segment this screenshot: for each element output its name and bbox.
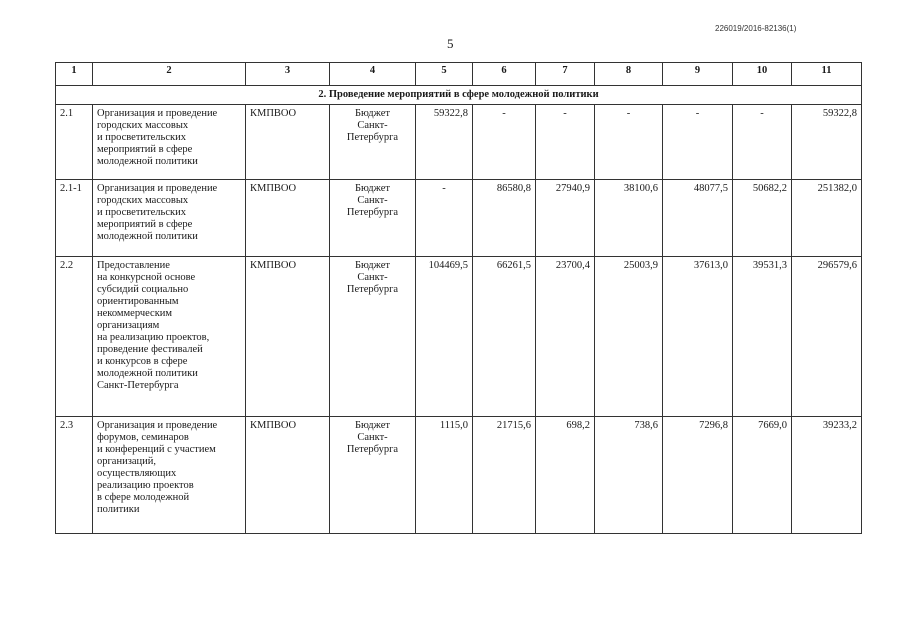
table-row	[56, 257, 862, 417]
page-number: 5	[447, 36, 454, 51]
value-cell: 39531,3	[733, 257, 792, 417]
funding-source: Бюджет Санкт- Петербурга	[330, 105, 416, 180]
activity-name: Организация и проведение городских массовых и просветительских мероприятий в сфере молодежной политики	[93, 105, 246, 180]
row-id: 2.2	[56, 257, 93, 417]
total-cell: 296579,6	[792, 257, 862, 417]
column-header: 8	[595, 63, 663, 86]
table-row	[56, 105, 862, 180]
value-cell: 59322,8	[416, 105, 473, 180]
value-cell: 86580,8	[473, 180, 536, 257]
document-id-stamp: 226019/2016-82136(1)	[715, 24, 797, 33]
value-cell: 48077,5	[663, 180, 733, 257]
activity-name: Организация и проведение форумов, семинаров и конференций с участием организаций, осуществляющих реализацию проектов в сфере молодежной политики	[93, 417, 246, 534]
value-cell: 37613,0	[663, 257, 733, 417]
value-cell: 104469,5	[416, 257, 473, 417]
row-id: 2.1	[56, 105, 93, 180]
activity-name: Организация и проведение городских массовых и просветительских мероприятий в сфере молодежной политики	[93, 180, 246, 257]
executor: КМПВОО	[246, 105, 330, 180]
value-cell: 698,2	[536, 417, 595, 534]
value-cell: 27940,9	[536, 180, 595, 257]
column-header: 5	[416, 63, 473, 86]
section-row	[56, 86, 862, 105]
table-row	[56, 180, 862, 257]
executor: КМПВОО	[246, 180, 330, 257]
value-cell: 7296,8	[663, 417, 733, 534]
column-header: 6	[473, 63, 536, 86]
funding-source: Бюджет Санкт- Петербурга	[330, 180, 416, 257]
value-cell: -	[416, 180, 473, 257]
value-cell: 7669,0	[733, 417, 792, 534]
value-cell: -	[663, 105, 733, 180]
row-id: 2.1-1	[56, 180, 93, 257]
executor: КМПВОО	[246, 257, 330, 417]
executor: КМПВОО	[246, 417, 330, 534]
column-header: 10	[733, 63, 792, 86]
section-title: 2. Проведение мероприятий в сфере молодежной политики	[56, 86, 862, 105]
value-cell: 21715,6	[473, 417, 536, 534]
table-row	[56, 417, 862, 534]
total-cell: 59322,8	[792, 105, 862, 180]
value-cell: -	[536, 105, 595, 180]
funding-source: Бюджет Санкт- Петербурга	[330, 257, 416, 417]
value-cell: 25003,9	[595, 257, 663, 417]
column-header: 11	[792, 63, 862, 86]
funding-source: Бюджет Санкт- Петербурга	[330, 417, 416, 534]
value-cell: -	[733, 105, 792, 180]
value-cell: -	[595, 105, 663, 180]
value-cell: 66261,5	[473, 257, 536, 417]
total-cell: 39233,2	[792, 417, 862, 534]
budget-table	[55, 62, 862, 534]
value-cell: -	[473, 105, 536, 180]
column-header: 9	[663, 63, 733, 86]
value-cell: 38100,6	[595, 180, 663, 257]
value-cell: 23700,4	[536, 257, 595, 417]
column-number-row	[56, 63, 862, 86]
value-cell: 1115,0	[416, 417, 473, 534]
column-header: 7	[536, 63, 595, 86]
column-header: 3	[246, 63, 330, 86]
total-cell: 251382,0	[792, 180, 862, 257]
value-cell: 738,6	[595, 417, 663, 534]
row-id: 2.3	[56, 417, 93, 534]
activity-name: Предоставление на конкурсной основе субсидий социально ориентированным некоммерческим организациям на реализацию проектов, проведение фестивалей и конкурсов в сфере молодежной политики Санкт-Петербурга	[93, 257, 246, 417]
column-header: 4	[330, 63, 416, 86]
column-header: 1	[56, 63, 93, 86]
value-cell: 50682,2	[733, 180, 792, 257]
column-header: 2	[93, 63, 246, 86]
